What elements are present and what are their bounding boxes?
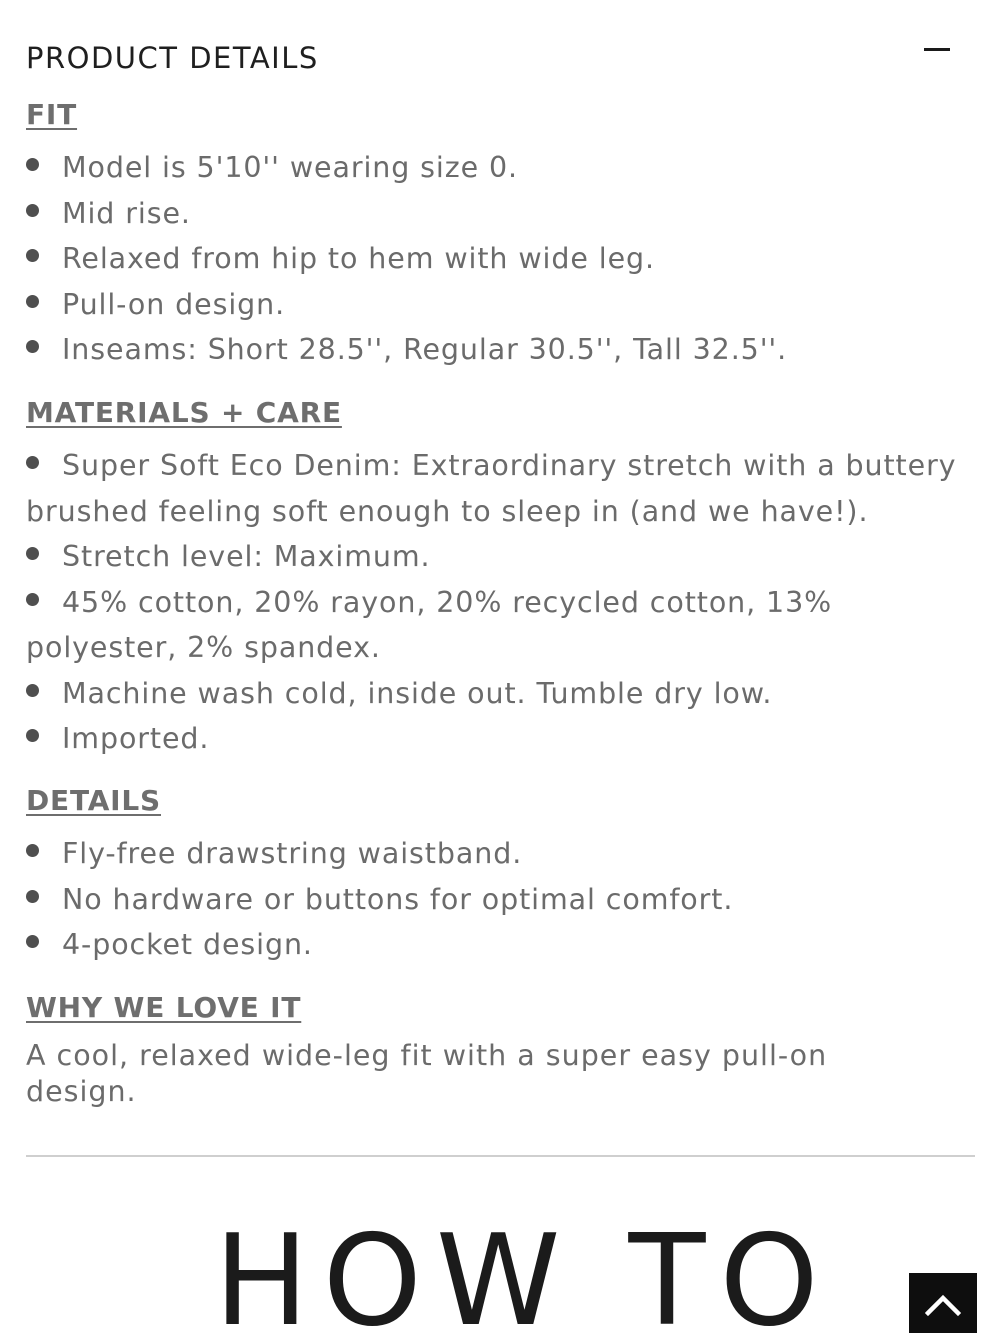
bullet-icon [26, 890, 39, 903]
bullet-icon [26, 593, 39, 606]
accordion-title: PRODUCT DETAILS [26, 41, 319, 75]
fit-list [26, 145, 976, 373]
list-item: Relaxed from hip to hem with wide leg. [26, 236, 976, 282]
why-we-love-it-heading: WHY WE LOVE IT [26, 991, 302, 1024]
product-details-accordion-header[interactable] [26, 38, 956, 78]
bullet-icon [26, 456, 39, 469]
bullet-icon [26, 935, 39, 948]
list-item: Stretch level: Maximum. [26, 534, 976, 580]
list-item: Pull-on design. [26, 282, 976, 328]
section-divider [26, 1155, 975, 1157]
list-item: Inseams: Short 28.5'', Regular 30.5'', Tall 32.5''. [26, 327, 976, 373]
fit-heading: FIT [26, 98, 78, 131]
why-we-love-it-text: A cool, relaxed wide-leg fit with a super easy pull-on design. [26, 1039, 828, 1108]
collapse-toggle-button[interactable] [922, 38, 956, 66]
scroll-to-top-button[interactable] [909, 1273, 977, 1333]
list-item: 4-pocket design. [26, 922, 976, 968]
materials-care-heading: MATERIALS + CARE [26, 396, 342, 429]
bullet-icon [26, 547, 39, 560]
list-item: Model is 5'10'' wearing size 0. [26, 145, 976, 191]
bullet-icon [26, 729, 39, 742]
bullet-icon [26, 249, 39, 262]
how-to-heading: HOW TO [214, 1207, 833, 1333]
details-list [26, 831, 976, 968]
list-item: Fly-free drawstring waistband. [26, 831, 976, 877]
details-heading: DETAILS [26, 784, 161, 817]
minus-icon [924, 48, 950, 51]
list-item: Imported. [26, 716, 976, 762]
list-item: Machine wash cold, inside out. Tumble dry low. [26, 671, 976, 717]
bullet-icon [26, 158, 39, 171]
bullet-icon [26, 204, 39, 217]
list-item: No hardware or buttons for optimal comfort. [26, 877, 976, 923]
bullet-icon [26, 295, 39, 308]
chevron-up-icon [925, 1289, 961, 1317]
materials-care-list [26, 443, 976, 762]
bullet-icon [26, 844, 39, 857]
bullet-icon [26, 340, 39, 353]
list-item: Mid rise. [26, 191, 976, 237]
list-item: Super Soft Eco Denim: Extraordinary stretch with a buttery brushed feeling soft enough to sleep in (and we have!). [26, 449, 957, 528]
bullet-icon [26, 684, 39, 697]
list-item: 45% cotton, 20% rayon, 20% recycled cotton, 13% polyester, 2% spandex. [26, 585, 833, 664]
